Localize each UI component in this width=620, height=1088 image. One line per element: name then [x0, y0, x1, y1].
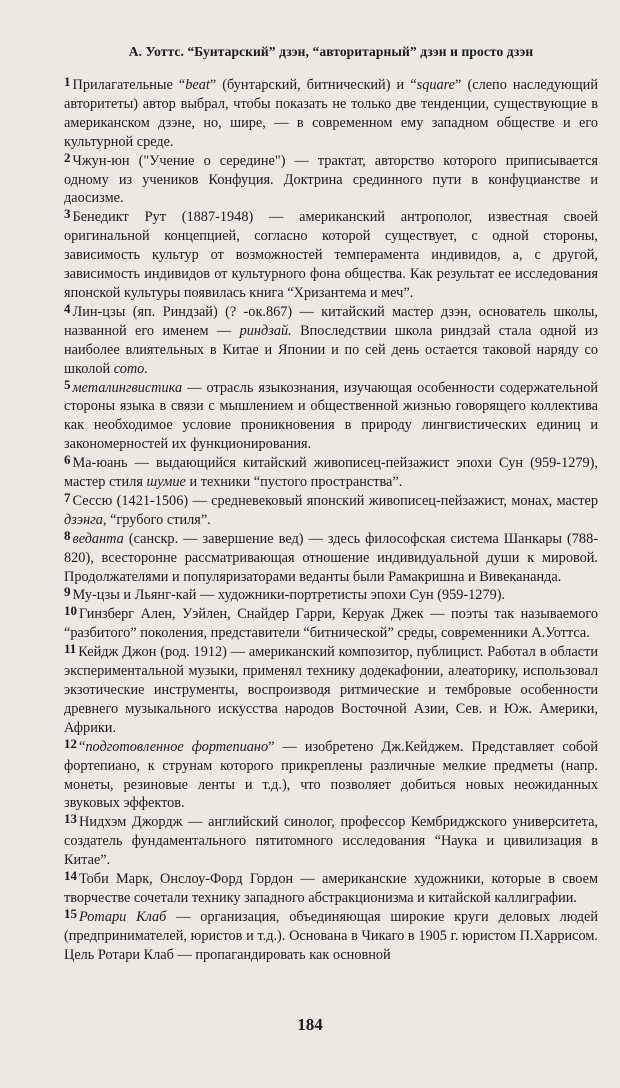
- footnote-text: Впоследствии школа риндзай стала одной из наиболее влиятельных в Китае и Японии и по сей день остается таковой наряду со школой: [64, 322, 599, 377]
- footnote-15: [64, 905, 599, 965]
- footnote-number: 13: [64, 811, 77, 827]
- footnote-5: [64, 376, 598, 455]
- footnote-text: Нидхэм Джордж — английский синолог, профессор Кембриджского университета, создатель фундаментального пятитомного исследования “Наука и цивилизация в Китае”.: [64, 814, 598, 869]
- footnote-number: 8: [64, 527, 71, 543]
- footnote-14: [64, 870, 598, 908]
- footnote-text: — организация, объединяющая широкие круги деловых людей (предпринимателей, юристов и т.д.). Основана в Чикаго в 1905 г. юристом П.Харрисом. Цель Ротари Клаб — пропагандировать как основной: [64, 908, 599, 963]
- footnote-term: сото.: [113, 360, 148, 377]
- footnote-term: шумие: [146, 474, 186, 491]
- footnote-text: , “грубого стиля”.: [102, 511, 211, 528]
- footnote-number: 5: [64, 376, 71, 392]
- footnote-3: [64, 208, 598, 303]
- footnote-text: Тоби Марк, Онслоу-Форд Гордон — американские художники, которые в своем творчестве сочетали технику западного абстракционизма и китайской каллиграфии.: [64, 871, 598, 906]
- footnote-term: риндзай.: [239, 322, 292, 339]
- footnote-7: [64, 489, 598, 530]
- footnote-text: ” — изобретено Дж.Кейджем. Представляет собой фортепиано, к струнам которого прикреплены различные мелкие предметы (напр. монеты, резиновые ленты и т.д.), что позволяет добиться новых неожиданных звуковых эффектов.: [64, 738, 598, 812]
- footnote-term: металингвистика: [72, 379, 183, 396]
- footnote-text: Лин-цзы (яп. Риндзай) (? -ок.867) — китайский мастер дзэн, основатель школы, названной его именем —: [64, 303, 598, 339]
- footnote-8: [64, 527, 598, 587]
- footnote-2: [64, 149, 598, 209]
- footnote-6: [64, 454, 598, 492]
- footnote-number: 1: [64, 74, 71, 89]
- footnote-term: дзэнга: [64, 511, 103, 528]
- footnote-term: веданта: [72, 530, 124, 547]
- page-number: 184: [297, 1015, 323, 1034]
- footnote-number: 9: [64, 584, 71, 600]
- footnote-13: [64, 813, 598, 870]
- footnote-number: 12: [64, 735, 77, 751]
- footnote-text: Бенедикт Рут (1887-1948) — американский антрополог, известная своей оригинальной концепцией, согласно которой существует, с одной стороны, зависимость культур от возможностей темперамента индивидов, а, с другой, зависимость индивидов от культурного фона общества. Как результат ее исследования японской культуры появилась книга “Хризантема и меч”.: [64, 209, 598, 301]
- footnote-10: [64, 605, 598, 643]
- footnotes-list: [64, 76, 598, 965]
- footnote-number: 10: [64, 603, 77, 619]
- footnote-11: [64, 643, 598, 738]
- running-header: А. Уоттс. “Бунтарский” дзэн, “авторитарный” дзэн и просто дзэн: [128, 44, 534, 59]
- footnote-number: 14: [64, 868, 77, 884]
- footnote-text: Гинзберг Ален, Уэйлен, Снайдер Гарри, Керуак Джек — поэты так называемого “разбитого” поколения, представители “битнической” среды, современники А.Уоттса.: [64, 606, 598, 642]
- footnote-number: 3: [64, 206, 71, 222]
- footnote-term: подготовленное фортепиано: [85, 738, 269, 755]
- footnote-4: [64, 300, 599, 379]
- footnote-text: и техники “пустого пространства”.: [185, 474, 403, 491]
- footnote-text: Прилагательные “: [72, 77, 186, 93]
- footnote-number: 11: [64, 641, 77, 657]
- footnote-text: ” (бунтарский, битнический) и “: [209, 77, 417, 93]
- footnote-number: 15: [64, 905, 77, 921]
- footnote-text: Му-цзы и Льянг-кай — художники-портретисты эпохи Сун (959-1279).: [72, 587, 506, 604]
- footnote-text: “: [79, 738, 86, 755]
- footnote-number: 4: [64, 300, 71, 316]
- footnote-number: 6: [64, 452, 71, 468]
- footnote-term: beat: [185, 77, 210, 93]
- footnote-text: Ма-юань — выдающийся китайский живописец-пейзажист эпохи Сун (959-1279), мастер стиля: [64, 455, 598, 491]
- footnote-9: [64, 586, 598, 605]
- footnote-term: square: [416, 77, 456, 93]
- footnote-text: Сессю (1421-1506) — средневековый японский живописец-пейзажист, монах, мастер: [72, 492, 598, 509]
- footnote-text: Чжун-юн ("Учение о середине") — трактат, авторство которого приписывается одному из учеников Конфуция. Доктрина срединного пути в конфуцианстве и даосизме.: [64, 152, 598, 207]
- footnote-term: Ротари Клаб: [79, 908, 167, 925]
- footnote-number: 7: [64, 489, 71, 505]
- footnote-1: [64, 76, 598, 152]
- footnote-number: 2: [64, 149, 71, 165]
- footnote-text: (санскр. — завершение вед) — здесь философская система Шанкары (788-820), всесторонне рассматривающая отношение индивидуальной души к мировой. Продолжателями и популяризаторами веданты были Рамакришна и Вивекананда.: [64, 530, 598, 585]
- footnote-text: Кейдж Джон (род. 1912) — американский композитор, публицист. Работал в области экспериментальной музыки, применял технику додекафонии, алеаторику, использовал экзотические инструменты, воспроизводя ритмические и тембровые особенности древнего музыкального искусства народов Восточной Азии, Сев. и Юж. Америки, Африки.: [64, 644, 598, 736]
- footnote-text: ” (слепо наследующий авторитеты) автор выбрал, чтобы показать не только две тенденции, существующие в американском дзэне, но, шире, — в современном ему западном обществе и его культурной среде.: [64, 77, 598, 150]
- footnote-text: — отрасль языкознания, изучающая особенности содержательной стороны языка в связи с мышлением и общественной жизнью говорящего коллектива как необходимое условие проникновения в природу лингвистических единиц и закономерностей их функционирования.: [64, 379, 598, 453]
- footnote-12: [64, 735, 598, 814]
